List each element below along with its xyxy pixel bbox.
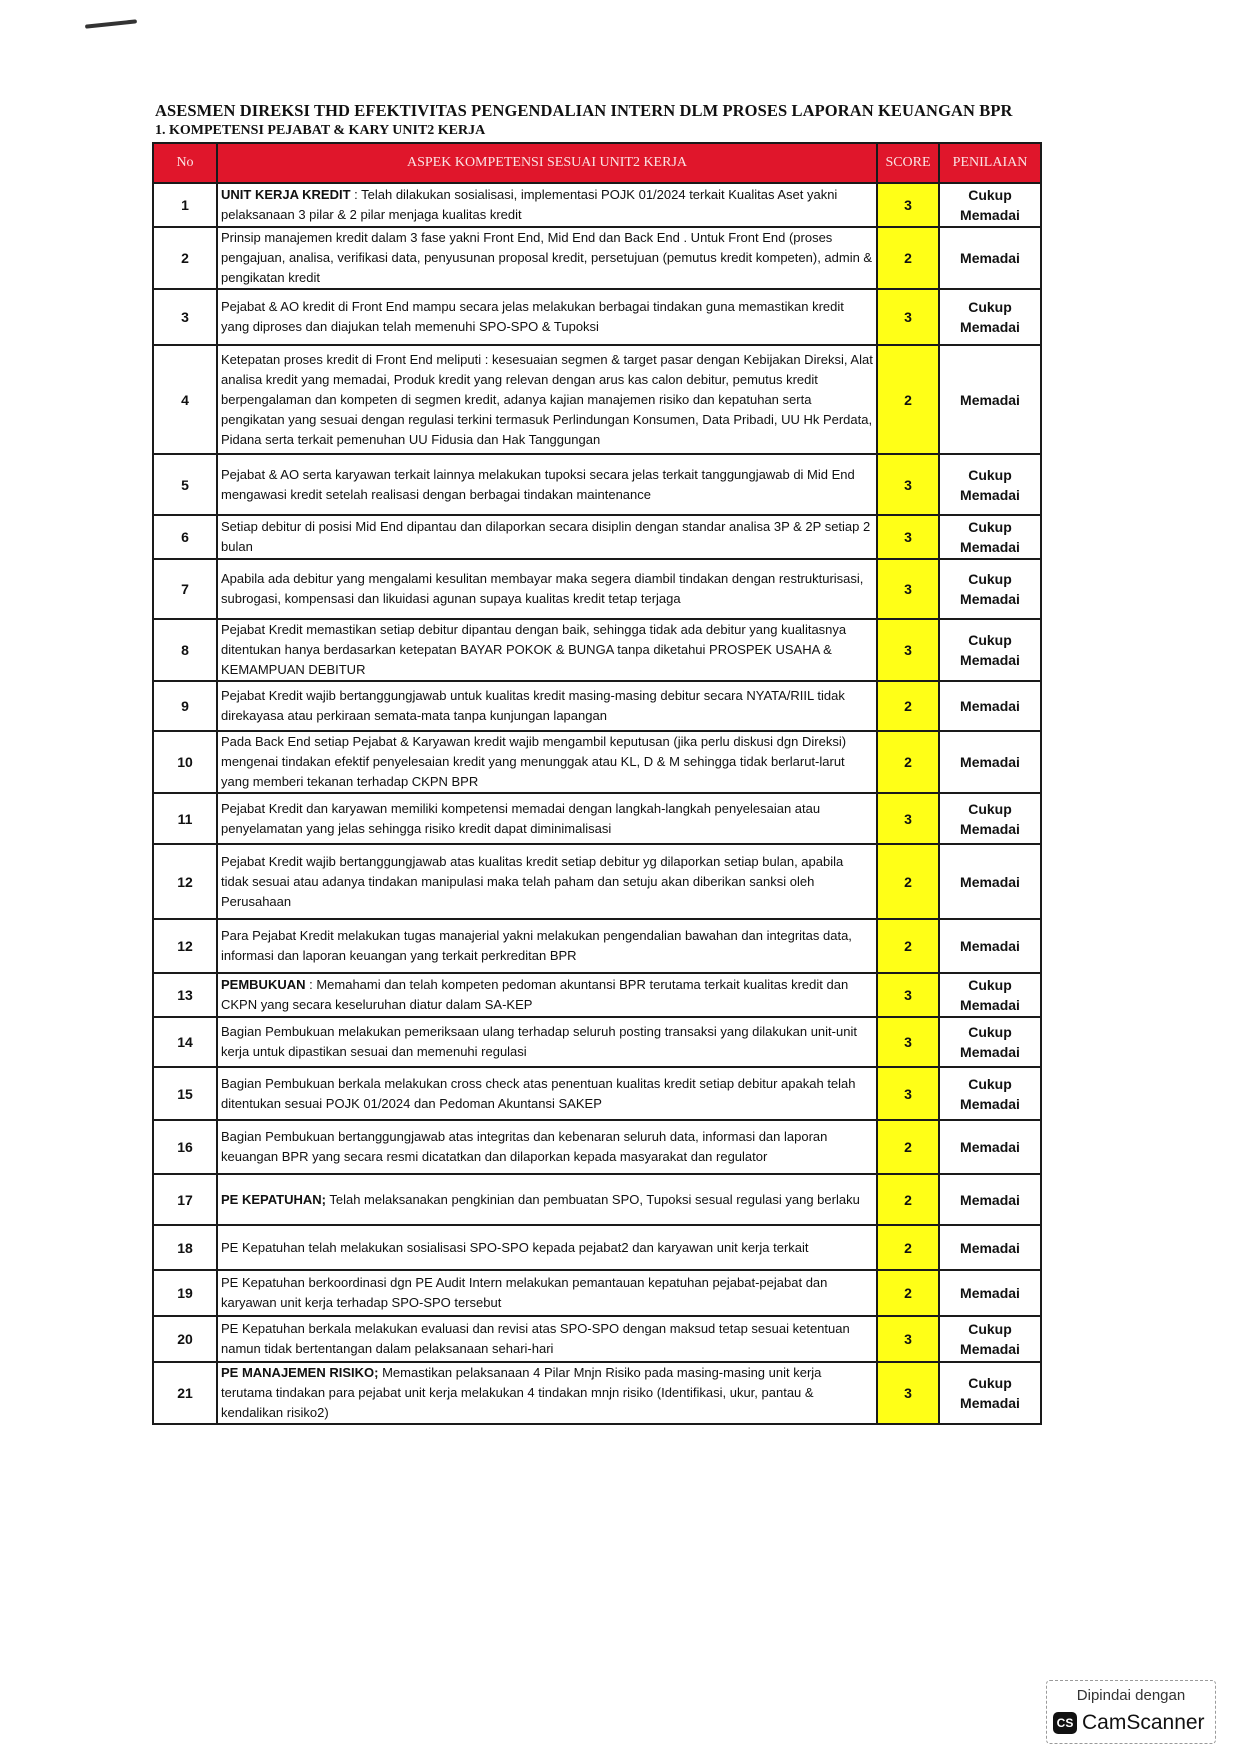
assessment-table <box>152 142 1042 1425</box>
row-aspek-lead: PEMBUKUAN <box>221 977 306 992</box>
row-number: 3 <box>153 289 217 345</box>
table-row <box>153 1017 1041 1067</box>
camscanner-logo-icon: CS <box>1053 1712 1077 1734</box>
row-aspek-text: Pada Back End setiap Pejabat & Karyawan kredit wajib mengambil keputusan (jika perlu diskusi dgn Direksi) mengenai tindakan efektif penyelesaian kredit yang menunggak atau KL, D & M sehingga tidak berlarut-larut yang memberi tekanan terhadap CKPN BPR <box>221 734 847 789</box>
table-row <box>153 559 1041 619</box>
document-title: ASESMEN DIREKSI THD EFEKTIVITAS PENGENDALIAN INTERN DLM PROSES LAPORAN KEUANGAN BPR <box>155 101 1013 120</box>
row-penilaian <box>939 515 1041 559</box>
row-score: 2 <box>877 1270 939 1316</box>
row-aspek <box>217 1017 877 1067</box>
row-aspek-text: PE Kepatuhan telah melakukan sosialisasi SPO-SPO kepada pejabat2 dan karyawan unit kerja terkait <box>221 1239 809 1255</box>
row-number: 13 <box>153 973 217 1017</box>
row-score: 3 <box>877 515 939 559</box>
row-score: 2 <box>877 345 939 454</box>
row-aspek-text: Pejabat Kredit dan karyawan memiliki kompetensi memadai dengan langkah-langkah penyelesaian atau penyelamatan yang jelas sehingga risiko kredit dapat diminimalisasi <box>221 800 821 836</box>
penilaian-line: Memadai <box>960 1285 1020 1301</box>
penilaian-line: Cukup <box>968 1024 1012 1040</box>
row-number: 16 <box>153 1120 217 1174</box>
row-aspek <box>217 1174 877 1225</box>
penilaian-line: Memadai <box>960 820 1020 837</box>
table-row <box>153 681 1041 731</box>
row-penilaian <box>939 227 1041 289</box>
table-row <box>153 1316 1041 1362</box>
table-row <box>153 515 1041 559</box>
row-aspek-text: Prinsip manajemen kredit dalam 3 fase yakni Front End, Mid End dan Back End . Untuk Front End (proses pengajuan, analisa, verifikasi data, penyusunan proposal kredit, persetujuan (pemutus kredit kompeten), admin & pengikatan kredit <box>221 230 873 285</box>
row-penilaian <box>939 731 1041 793</box>
row-score: 2 <box>877 227 939 289</box>
row-aspek-text: Setiap debitur di posisi Mid End dipantau dan dilaporkan secara disiplin dengan standar analisa 3P & 2P setiap 2 bulan <box>221 519 871 554</box>
table-row <box>153 619 1041 681</box>
row-penilaian <box>939 973 1041 1017</box>
row-number: 1 <box>153 183 217 227</box>
table-row <box>153 973 1041 1017</box>
row-penilaian <box>939 1316 1041 1362</box>
row-score: 2 <box>877 1174 939 1225</box>
row-score: 2 <box>877 919 939 973</box>
table-row <box>153 289 1041 345</box>
penilaian-line: Memadai <box>960 754 1020 770</box>
row-aspek <box>217 515 877 559</box>
row-aspek <box>217 1067 877 1120</box>
row-aspek-text: : Memahami dan telah kompeten pedoman akuntansi BPR terutama terkait kualitas kredit dan CKPN yang secara keseluruhan diatur dalam SA-KEP <box>221 977 849 1012</box>
row-aspek-lead: UNIT KERJA KREDIT <box>221 187 351 202</box>
row-number: 10 <box>153 731 217 793</box>
row-number: 12 <box>153 844 217 919</box>
row-aspek-text: Pejabat & AO serta karyawan terkait lainnya melakukan tupoksi secara jelas terkait tanggungjawab di Mid End mengawasi kredit setelah realisasi dengan berbagai tindakan maintenance <box>221 466 855 502</box>
row-penilaian <box>939 619 1041 681</box>
row-score: 3 <box>877 183 939 227</box>
row-aspek <box>217 1362 877 1424</box>
row-aspek <box>217 844 877 919</box>
row-score: 2 <box>877 844 939 919</box>
row-aspek-lead: PE MANAJEMEN RISIKO; <box>221 1365 379 1380</box>
penilaian-line: Cukup <box>968 466 1012 483</box>
row-score: 3 <box>877 289 939 345</box>
row-aspek-lead: PE KEPATUHAN; <box>221 1191 326 1207</box>
penilaian-line: Memadai <box>960 207 1020 223</box>
row-penilaian <box>939 1017 1041 1067</box>
row-penilaian <box>939 681 1041 731</box>
row-number: 15 <box>153 1067 217 1120</box>
table-row <box>153 227 1041 289</box>
header-aspek: ASPEK KOMPETENSI SESUAI UNIT2 KERJA <box>217 143 877 183</box>
penilaian-line: Cukup <box>968 571 1012 587</box>
penilaian-line: Memadai <box>960 652 1020 668</box>
penilaian-line: Cukup <box>968 800 1012 817</box>
camscanner-watermark <box>1046 1680 1216 1744</box>
row-aspek-text: Pejabat Kredit memastikan setiap debitur dipantau dengan baik, sehingga tidak ada debitur yang kualitasnya ditentukan hanya berdasarkan ketepatan BAYAR POKOK & BUNGA tanpa diketahui PROSPEK USAHA & KEMAMPUAN DEBITUR <box>221 622 847 677</box>
row-penilaian <box>939 919 1041 973</box>
row-aspek <box>217 345 877 454</box>
penilaian-line: Cukup <box>968 632 1012 648</box>
row-penilaian <box>939 183 1041 227</box>
penilaian-line: Memadai <box>960 1395 1020 1411</box>
table-header-row <box>153 143 1041 183</box>
row-number: 7 <box>153 559 217 619</box>
table-row <box>153 919 1041 973</box>
row-number: 20 <box>153 1316 217 1362</box>
row-score: 2 <box>877 681 939 731</box>
row-aspek <box>217 1270 877 1316</box>
table-row <box>153 183 1041 227</box>
row-penilaian <box>939 1067 1041 1120</box>
row-aspek-text: Bagian Pembukuan berkala melakukan cross check atas penentuan kualitas kredit setiap debitur apakah telah ditentukan sesuai POJK 01/2024 dan Pedoman Akuntansi SAKEP <box>221 1075 856 1111</box>
table-body <box>153 183 1041 1424</box>
row-penilaian <box>939 1362 1041 1424</box>
row-aspek <box>217 1120 877 1174</box>
table-row <box>153 454 1041 515</box>
row-score: 3 <box>877 973 939 1017</box>
row-aspek <box>217 183 877 227</box>
section-subtitle: 1. KOMPETENSI PEJABAT & KARY UNIT2 KERJA <box>155 123 486 138</box>
row-aspek-text: Bagian Pembukuan bertanggungjawab atas integritas dan kebenaran seluruh data, informasi dan laporan keuangan BPR yang secara resmi dicatatkan dan dilaporkan kepada masyarakat dan regulator <box>221 1129 828 1164</box>
row-aspek <box>217 793 877 844</box>
row-score: 2 <box>877 1225 939 1270</box>
penilaian-line: Cukup <box>968 519 1012 535</box>
penilaian-line: Memadai <box>960 1239 1020 1256</box>
table-row <box>153 1362 1041 1424</box>
row-score: 3 <box>877 1067 939 1120</box>
penilaian-line: Memadai <box>960 997 1020 1013</box>
row-number: 6 <box>153 515 217 559</box>
scan-pen-mark <box>85 19 137 28</box>
row-number: 12 <box>153 919 217 973</box>
row-aspek <box>217 1225 877 1270</box>
row-score: 3 <box>877 619 939 681</box>
row-number: 21 <box>153 1362 217 1424</box>
row-aspek-text: Pejabat Kredit wajib bertanggungjawab untuk kualitas kredit masing-masing debitur secara NYATA/RIIL tidak direkayasa atau perkiraan semata-mata tanpa kunjungan lapangan <box>221 688 845 723</box>
row-number: 4 <box>153 345 217 454</box>
row-number: 19 <box>153 1270 217 1316</box>
penilaian-line: Cukup <box>968 299 1012 315</box>
row-score: 3 <box>877 1017 939 1067</box>
row-aspek-text: Pejabat & AO kredit di Front End mampu secara jelas melakukan berbagai tindakan guna memastikan kredit yang diproses dan diajukan telah memenuhi SPO-SPO & Tupoksi <box>221 299 844 334</box>
row-aspek <box>217 227 877 289</box>
row-score: 2 <box>877 731 939 793</box>
row-number: 8 <box>153 619 217 681</box>
row-aspek <box>217 973 877 1017</box>
row-score: 3 <box>877 1362 939 1424</box>
row-aspek-text: Ketepatan proses kredit di Front End meliputi : kesesuaian segmen & target pasar dengan Kebijakan Direksi, Alat analisa kredit yang memadai, Produk kredit yang relevan dengan arus kas calon debitur, pemutus kredit berpengalaman dan kompeten di segmen kredit, adanya kajian manajemen risiko dan kepatuhan serta pengikatan yang sesuai dengan regulasi terkini termasuk Perlindungan Konsumen, Data Pribadi, UU Hk Perdata, Pidana serta terkait pemenuhan UU Fidusia dan Hak Tanggungan <box>221 351 873 447</box>
row-aspek-text: Para Pejabat Kredit melakukan tugas manajerial yakni melakukan pengendalian bawahan dan integritas data, informasi dan laporan keuangan yang terkait perkreditan BPR <box>221 928 852 963</box>
row-score: 2 <box>877 1120 939 1174</box>
row-aspek-text: Bagian Pembukuan melakukan pemeriksaan ulang terhadap seluruh posting transaksi yang dilakukan unit-unit kerja untuk dipastikan sesuai dan memenuhi regulasi <box>221 1024 857 1059</box>
table-row <box>153 793 1041 844</box>
table-row <box>153 1225 1041 1270</box>
penilaian-line: Cukup <box>968 1075 1012 1092</box>
penilaian-line: Cukup <box>968 977 1012 993</box>
row-number: 5 <box>153 454 217 515</box>
penilaian-line: Memadai <box>960 1191 1020 1208</box>
penilaian-line: Memadai <box>960 698 1020 714</box>
penilaian-line: Memadai <box>960 319 1020 335</box>
penilaian-line: Cukup <box>968 1321 1012 1337</box>
penilaian-line: Memadai <box>960 938 1020 954</box>
row-aspek <box>217 289 877 345</box>
row-number: 17 <box>153 1174 217 1225</box>
row-aspek-text: Telah melaksanakan pengkinian dan pembuatan SPO, Tupoksi sesual regulasi yang berlaku <box>325 1191 860 1207</box>
row-aspek-text: : Telah dilakukan sosialisasi, implementasi POJK 01/2024 terkait Kualitas Aset yakni pelaksanaan 3 pilar & 2 pilar menjaga kualitas kredit <box>221 187 838 222</box>
row-aspek <box>217 454 877 515</box>
row-number: 2 <box>153 227 217 289</box>
penilaian-line: Memadai <box>960 873 1020 890</box>
penilaian-line: Memadai <box>960 486 1020 503</box>
row-score: 3 <box>877 559 939 619</box>
row-aspek-text: Pejabat Kredit wajib bertanggungjawab atas kualitas kredit setiap debitur yg dilaporkan setiap bulan, apabila tidak sesuai atau adanya tindakan manipulasi maka telah paham dan setuju akan diberikan sanksi oleh Perusahaan <box>221 853 844 909</box>
row-number: 9 <box>153 681 217 731</box>
row-penilaian <box>939 793 1041 844</box>
row-aspek <box>217 559 877 619</box>
row-penilaian <box>939 345 1041 454</box>
row-penilaian <box>939 1174 1041 1225</box>
row-score: 3 <box>877 793 939 844</box>
row-aspek-text: PE Kepatuhan berkala melakukan evaluasi dan revisi atas SPO-SPO dengan maksud tetap sesuai ketentuan namun tidak bertentangan dalam pelaksanaan sehari-hari <box>221 1321 850 1356</box>
penilaian-line: Memadai <box>960 250 1020 266</box>
penilaian-line: Memadai <box>960 391 1020 408</box>
row-aspek-text: PE Kepatuhan berkoordinasi dgn PE Audit Intern melakukan pemantauan kepatuhan pejabat-pejabat dan karyawan unit kerja terhadap SPO-SPO tersebut <box>221 1275 828 1310</box>
row-penilaian <box>939 454 1041 515</box>
row-aspek <box>217 731 877 793</box>
table-row <box>153 844 1041 919</box>
row-penilaian <box>939 1120 1041 1174</box>
penilaian-line: Cukup <box>968 1375 1012 1391</box>
row-number: 18 <box>153 1225 217 1270</box>
watermark-caption: Dipindai dengan <box>1076 1687 1186 1704</box>
header-penilaian: PENILAIAN <box>939 143 1041 183</box>
table-row <box>153 731 1041 793</box>
penilaian-line: Memadai <box>960 1095 1020 1112</box>
watermark-brand: CamScanner <box>1082 1711 1205 1734</box>
row-aspek-text: Apabila ada debitur yang mengalami kesulitan membayar maka segera diambil tindakan dengan restrukturisasi, subrogasi, kompensasi dan likuidasi agunan supaya kualitas kredit tetap terjaga <box>221 571 864 606</box>
table-row <box>153 345 1041 454</box>
penilaian-line: Memadai <box>960 1044 1020 1060</box>
row-aspek-text: Memastikan pelaksanaan 4 Pilar Mnjn Risiko pada masing-masing unit kerja terutama tindakan para pejabat unit kerja melakukan 4 tindakan mnjn risiko (Identifikasi, ukur, pantau & kendalikan risiko2) <box>221 1365 822 1420</box>
penilaian-line: Memadai <box>960 539 1020 555</box>
row-score: 3 <box>877 1316 939 1362</box>
table-row <box>153 1270 1041 1316</box>
header-no: No <box>153 143 217 183</box>
row-penilaian <box>939 1270 1041 1316</box>
row-aspek <box>217 619 877 681</box>
row-penilaian <box>939 1225 1041 1270</box>
row-penilaian <box>939 844 1041 919</box>
penilaian-line: Memadai <box>960 1341 1020 1357</box>
row-score: 3 <box>877 454 939 515</box>
table-row <box>153 1174 1041 1225</box>
penilaian-line: Cukup <box>968 187 1012 203</box>
row-aspek <box>217 681 877 731</box>
header-score: SCORE <box>877 143 939 183</box>
row-penilaian <box>939 559 1041 619</box>
penilaian-line: Memadai <box>960 591 1020 607</box>
row-number: 14 <box>153 1017 217 1067</box>
row-aspek <box>217 1316 877 1362</box>
row-aspek <box>217 919 877 973</box>
table-row <box>153 1120 1041 1174</box>
table-row <box>153 1067 1041 1120</box>
penilaian-line: Memadai <box>960 1139 1020 1155</box>
row-penilaian <box>939 289 1041 345</box>
row-number: 11 <box>153 793 217 844</box>
